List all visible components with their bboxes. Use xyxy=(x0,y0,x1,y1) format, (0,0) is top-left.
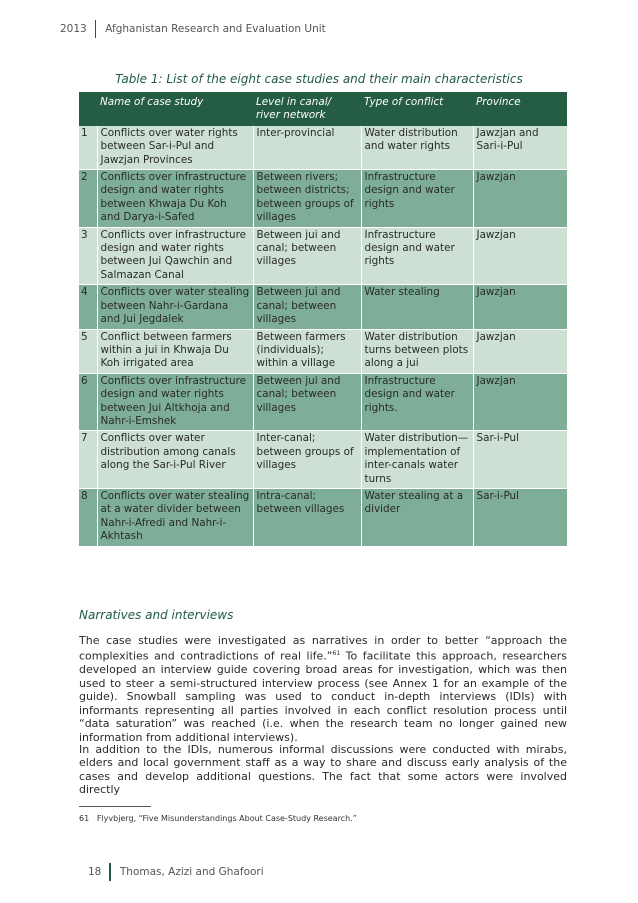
cell-level: Inter-canal; between groups of villages xyxy=(253,431,361,489)
footnote-number: 61 xyxy=(79,814,90,823)
cell-province: Jawzjan xyxy=(473,329,567,373)
cell-number: 2 xyxy=(79,170,97,228)
page-number: 18 xyxy=(88,866,102,878)
cell-name: Conflicts over water stealing at a water divider between Nahr-i-Afredi and Nahr-i-Akhtash xyxy=(97,488,253,546)
cell-name: Conflicts over infrastructure design and water rights between Jui Altkhoja and Nahr-i-Emshek xyxy=(97,373,253,431)
paragraph-text: To facilitate this approach, researchers developed an interview guide covering broad areas for investigation, which was then used to steer a semi-structured interview process (see Annex 1 for an example of the guide). Snowball sampling was used to conduct in-depth interviews (IDIs) with informants representing all parties involved in each conflict resolution process until “data saturation” was reached (i.e. when the research team no longer gained new information from additional interviews). xyxy=(79,650,567,744)
header-org: Afghanistan Research and Evaluation Unit xyxy=(105,23,326,35)
table-title: Table 1: List of the eight case studies and their main characteristics xyxy=(115,72,523,86)
cell-conflict: Infrastructure design and water rights. xyxy=(361,373,473,431)
cell-province: Jawzjan xyxy=(473,285,567,329)
cell-name: Conflict between farmers within a jui in Khwaja Du Koh irrigated area xyxy=(97,329,253,373)
body-paragraph xyxy=(79,634,567,744)
cell-level: Between jui and canal; between villages xyxy=(253,285,361,329)
table-row xyxy=(79,285,567,329)
col-number-header xyxy=(79,92,97,126)
cell-number: 8 xyxy=(79,488,97,546)
cell-number: 5 xyxy=(79,329,97,373)
table-row xyxy=(79,329,567,373)
footnote-divider xyxy=(79,806,151,807)
footnote-text: Flyvbjerg, “Five Misunderstandings About Case-Study Research.” xyxy=(96,814,357,823)
footer-authors: Thomas, Azizi and Ghafoori xyxy=(119,866,264,878)
cell-name: Conflicts over infrastructure design and water rights between Khwaja Du Koh and Darya-i-Safed xyxy=(97,170,253,228)
cell-conflict: Water distribution—implementation of inter-canals water turns xyxy=(361,431,473,489)
col-province-header: Province xyxy=(473,92,567,126)
page-footer xyxy=(88,863,264,881)
cell-level: Between jui and canal; between villages xyxy=(253,227,361,285)
cell-number: 1 xyxy=(79,126,97,170)
cell-name: Conflicts over water distribution among canals along the Sar-i-Pul River xyxy=(97,431,253,489)
cell-province: Sar-i-Pul xyxy=(473,431,567,489)
table-row xyxy=(79,431,567,489)
cell-level: Between jui and canal; between villages xyxy=(253,373,361,431)
page-header xyxy=(60,20,326,38)
cell-name: Conflicts over infrastructure design and water rights between Jui Qawchin and Salmazan Canal xyxy=(97,227,253,285)
cell-name: Conflicts over water stealing between Nahr-i-Gardana and Jui Jegdalek xyxy=(97,285,253,329)
cell-conflict: Infrastructure design and water rights xyxy=(361,170,473,228)
footer-divider xyxy=(109,863,111,881)
col-conflict-header: Type of conflict xyxy=(361,92,473,126)
table-row xyxy=(79,373,567,431)
body-paragraph: In addition to the IDIs, numerous informal discussions were conducted with mirabs, elders and local government staff as a way to share and discuss early analysis of the cases and develop additional questions. The fact that some actors were involved directly xyxy=(79,743,567,797)
cell-number: 4 xyxy=(79,285,97,329)
header-year: 2013 xyxy=(60,23,87,35)
table-row xyxy=(79,126,567,170)
cell-province: Jawzjan xyxy=(473,373,567,431)
cell-name: Conflicts over water rights between Sar-i-Pul and Jawzjan Provinces xyxy=(97,126,253,170)
cell-level: Between rivers; between districts; between groups of villages xyxy=(253,170,361,228)
cell-level: Intra-canal; between villages xyxy=(253,488,361,546)
cell-number: 7 xyxy=(79,431,97,489)
cell-level: Between farmers (individuals); within a village xyxy=(253,329,361,373)
cell-province: Jawzjan xyxy=(473,170,567,228)
cell-level: Inter-provincial xyxy=(253,126,361,170)
col-name-header: Name of case study xyxy=(97,92,253,126)
col-level-header: Level in canal/ river network xyxy=(253,92,361,126)
table-row xyxy=(79,488,567,546)
cell-conflict: Water distribution turns between plots along a jui xyxy=(361,329,473,373)
table-header-row xyxy=(79,92,567,126)
section-heading: Narratives and interviews xyxy=(79,608,234,622)
table-row xyxy=(79,227,567,285)
header-divider xyxy=(95,20,97,38)
cell-province: Jawzjan xyxy=(473,227,567,285)
cell-province: Jawzjan and Sari-i-Pul xyxy=(473,126,567,170)
cell-conflict: Water stealing at a divider xyxy=(361,488,473,546)
footnote xyxy=(79,814,357,823)
footnote-reference[interactable]: 61 xyxy=(332,650,341,658)
cell-number: 3 xyxy=(79,227,97,285)
case-studies-table xyxy=(79,92,568,547)
cell-conflict: Water distribution and water rights xyxy=(361,126,473,170)
table-row xyxy=(79,170,567,228)
cell-conflict: Infrastructure design and water rights xyxy=(361,227,473,285)
cell-number: 6 xyxy=(79,373,97,431)
cell-conflict: Water stealing xyxy=(361,285,473,329)
paragraph-text: The case studies were investigated as narratives in order to better “approach the complexities and contradictions of real life.” xyxy=(79,634,567,664)
cell-province: Sar-i-Pul xyxy=(473,488,567,546)
